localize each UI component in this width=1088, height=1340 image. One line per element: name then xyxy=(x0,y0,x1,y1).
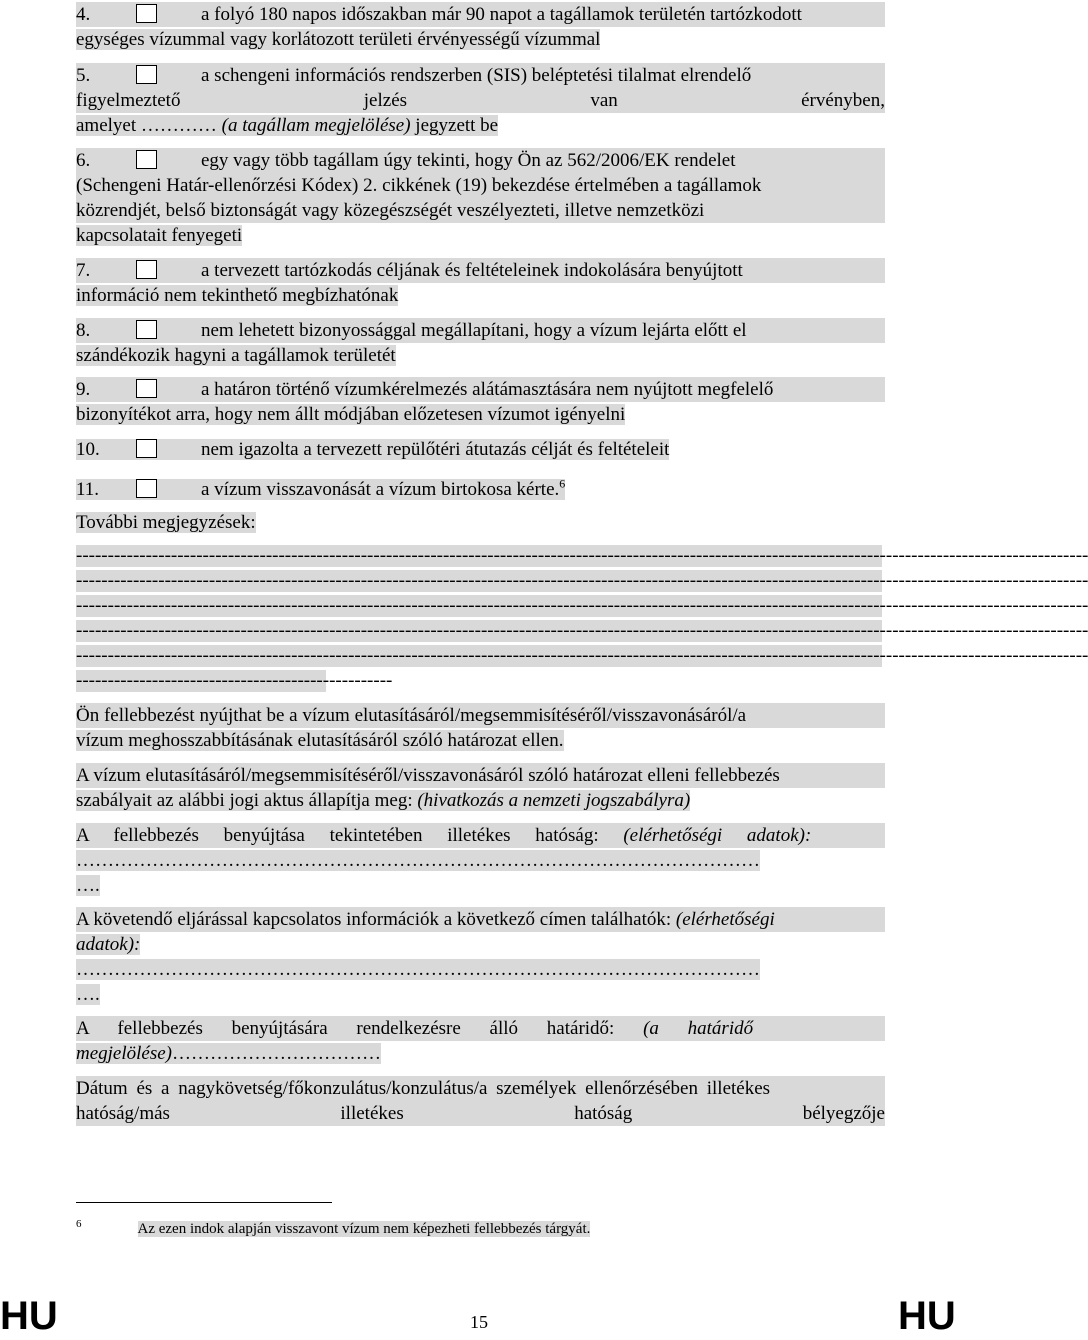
procedure-line-2: adatok): xyxy=(76,934,141,955)
item-text: nem igazolta a tervezett repülőtéri átutazás célját és feltételeit xyxy=(201,439,670,460)
procedure-dots-end: …. xyxy=(76,984,100,1005)
footer-lang-left: HU xyxy=(0,1294,58,1338)
checkbox-item-10[interactable] xyxy=(136,439,157,458)
item-number: 11. xyxy=(76,479,100,501)
item-6-line-3: közrendjét, belső biztonságát vagy közegészségét veszélyezteti, illetve nemzetközi xyxy=(76,198,885,223)
item-4-line-2: egységes vízummal vagy korlátozott területi érvényességű vízummal xyxy=(76,29,601,50)
item-text: egy vagy több tagállam úgy tekinti, hogy Ön az 562/2006/EK rendelet xyxy=(201,150,736,171)
footnote-text: Az ezen indok alapján visszavont vízum nem képezheti fellebbezés tárgyát. xyxy=(137,1221,591,1237)
item-text: a folyó 180 napos időszakban már 90 napot a tagállamok területén tartózkodott xyxy=(201,4,802,25)
item-text: a határon történő vízumkérelmezés alátámasztására nem nyújtott megfelelő xyxy=(201,379,774,400)
item-6-line-4: kapcsolatait fenyegeti xyxy=(76,225,243,246)
item-9-line-2: bizonyítékot arra, hogy nem állt módjában előzetesen vízumot igényelni xyxy=(76,404,626,425)
item-5-line-3: amelyet ………… (a tagállam megjelölése) jegyzett be xyxy=(76,115,499,136)
footnote-ref: 6 xyxy=(559,477,566,491)
checkbox-item-11[interactable] xyxy=(136,479,157,498)
stamp-line-2: hatóság/más illetékes hatóság bélyegzője xyxy=(76,1103,885,1124)
item-7-line-1 xyxy=(76,258,885,283)
item-5-line-1 xyxy=(76,63,885,88)
item-5-line-2: figyelmeztető jelzés van érvényben, xyxy=(76,90,885,111)
item-7-line-2: információ nem tekinthető megbízhatónak xyxy=(76,285,399,306)
checkbox-item-5[interactable] xyxy=(136,65,157,84)
authority-dots[interactable]: ……………………………………………………………………………………………… xyxy=(76,850,760,871)
item-number: 9. xyxy=(76,379,91,400)
item-9-line-1 xyxy=(76,377,885,402)
remarks-line-5[interactable]: ---------------------------------------------------------------------------------------------------------------------------------------------------------------- xyxy=(76,645,1088,666)
item-number: 7. xyxy=(76,260,91,281)
checkbox-item-7[interactable] xyxy=(136,260,157,279)
remarks-line-4[interactable]: ---------------------------------------------------------------------------------------------------------------------------------------------------------------- xyxy=(76,620,1088,641)
item-8-line-1 xyxy=(76,318,885,343)
item-10-line-1 xyxy=(76,439,669,460)
procedure-line-1: A követendő eljárással kapcsolatos információk a következő címen találhatók: (elérhetőségi xyxy=(76,907,885,932)
remarks-line-3[interactable]: ---------------------------------------------------------------------------------------------------------------------------------------------------------------- xyxy=(76,595,1088,616)
remarks-line-1[interactable]: ---------------------------------------------------------------------------------------------------------------------------------------------------------------- xyxy=(76,545,1088,566)
checkbox-item-9[interactable] xyxy=(136,379,157,398)
deadline-line-1: A fellebbezés benyújtására rendelkezésre álló határidő: (a határidő xyxy=(76,1016,885,1041)
rules-line-2: szabályait az alábbi jogi aktus állapítja meg: (hivatkozás a nemzeti jogszabályra) xyxy=(76,790,691,811)
footer-lang-right: HU xyxy=(898,1294,956,1338)
item-6-line-2: (Schengeni Határ-ellenőrzési Kódex) 2. cikkének (19) bekezdése értelmében a tagállamok xyxy=(76,173,885,198)
item-text: nem lehetett bizonyossággal megállapítani, hogy a vízum lejárta előtt el xyxy=(201,320,747,341)
item-text: a schengeni információs rendszerben (SIS) beléptetési tilalmat elrendelő xyxy=(201,65,752,86)
item-number: 5. xyxy=(76,65,91,86)
item-text: a tervezett tartózkodás céljának és feltételeinek indokolására benyújtott xyxy=(201,260,743,281)
item-number: 4. xyxy=(76,4,91,25)
page-number: 15 xyxy=(470,1312,488,1332)
stamp-line-1: Dátum és a nagykövetség/főkonzulátus/konzulátus/a személyek ellenőrzésében illetékes xyxy=(76,1076,885,1101)
procedure-dots[interactable]: ……………………………………………………………………………………………… xyxy=(76,959,760,980)
remarks-line-2[interactable]: ---------------------------------------------------------------------------------------------------------------------------------------------------------------- xyxy=(76,570,1088,591)
checkbox-item-8[interactable] xyxy=(136,320,157,339)
footnote xyxy=(76,1214,590,1239)
appeal-line-1: Ön fellebbezést nyújthat be a vízum elutasításáról/megsemmisítéséről/visszavonásáról/a xyxy=(76,703,885,728)
item-4-line-1 xyxy=(76,2,885,27)
rules-line-1: A vízum elutasításáról/megsemmisítéséről/visszavonásáról szóló határozat elleni fellebbezés xyxy=(76,763,885,788)
item-text: a vízum visszavonását a vízum birtokosa kérte. xyxy=(201,479,560,501)
checkbox-item-4[interactable] xyxy=(136,4,157,23)
checkbox-item-6[interactable] xyxy=(136,150,157,169)
authority-dots-end: …. xyxy=(76,875,100,896)
remarks-line-6[interactable]: -------------------------------------------------- xyxy=(76,670,393,691)
item-8-line-2: szándékozik hagyni a tagállamok területét xyxy=(76,345,396,366)
item-number: 8. xyxy=(76,320,91,341)
authority-line-1: A fellebbezés benyújtása tekintetében illetékes hatóság: (elérhetőségi adatok): xyxy=(76,823,885,848)
item-number: 6. xyxy=(76,150,91,171)
appeal-line-2: vízum meghosszabbításának elutasításáról szóló határozat ellen. xyxy=(76,730,564,751)
footnote-mark: 6 xyxy=(76,1218,82,1230)
item-6-line-1 xyxy=(76,148,885,173)
deadline-line-2[interactable]: megjelölése)…………………………… xyxy=(76,1043,382,1064)
item-number: 10. xyxy=(76,439,100,460)
footnote-separator xyxy=(76,1202,332,1203)
item-11-line-1 xyxy=(76,479,565,500)
remarks-label: További megjegyzések: xyxy=(76,512,256,533)
